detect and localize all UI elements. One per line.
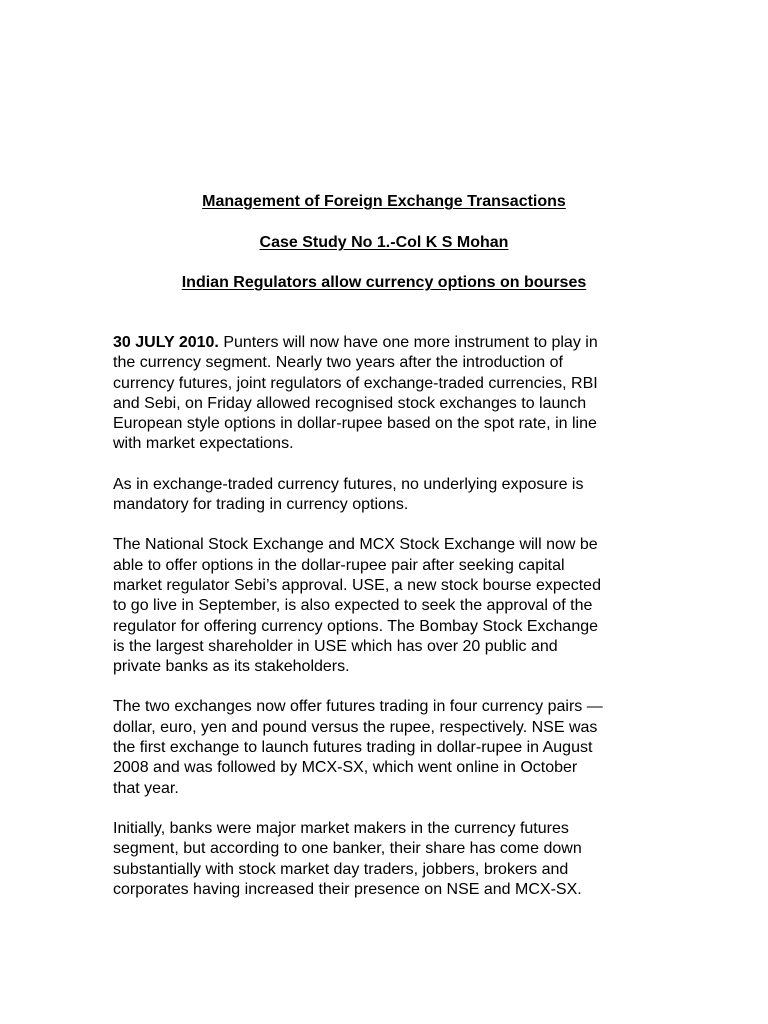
paragraph-2: As in exchange-traded currency futures, no underlying exposure is mandatory for trading in currency options. [113,475,584,514]
article-headline: Indian Regulators allow currency options on bourses [181,274,587,291]
paragraph-4: The two exchanges now offer futures trading in four currency pairs — dollar, euro, yen and pound versus the rupee, respectively. NSE was the first exchange to launch futures trading in dollar-rupee in August 2008 and was followed by MCX-SX, which went online in October that year. [113,698,603,797]
paragraph-5: Initially, banks were major market makers in the currency futures segment, but according to one banker, their share has come down substantially with stock market day traders, jobbers, brokers and corporates having increased their presence on NSE and MCX-SX. [113,819,582,898]
paragraph-3: The National Stock Exchange and MCX Stock Exchange will now be able to offer options in the dollar-rupee pair after seeking capital market regulator Sebi’s approval. USE, a new stock bourse expected to go live in September, is also expected to seek the approval of the regulator for offering currency options. The Bombay Stock Exchange is the largest shareholder in USE which has over 20 public and private banks as its stakeholders. [113,536,601,676]
dateline: 30 JULY 2010. [113,334,219,351]
paragraph-1-text: Punters will now have one more instrument to play in the currency segment. Nearly two years after the introduction of currency futures, joint regulators of exchange-traded currencies, RBI and Sebi, on Friday allowed recognised stock exchanges to launch European style options in dollar-rupee based on the spot rate, in line with market expectations. [113,334,598,453]
article-body [113,333,658,920]
document-title: Management of Foreign Exchange Transactions [202,193,566,210]
paragraph-1 [113,333,658,455]
case-study-heading: Case Study No 1.-Col K S Mohan [259,234,509,251]
